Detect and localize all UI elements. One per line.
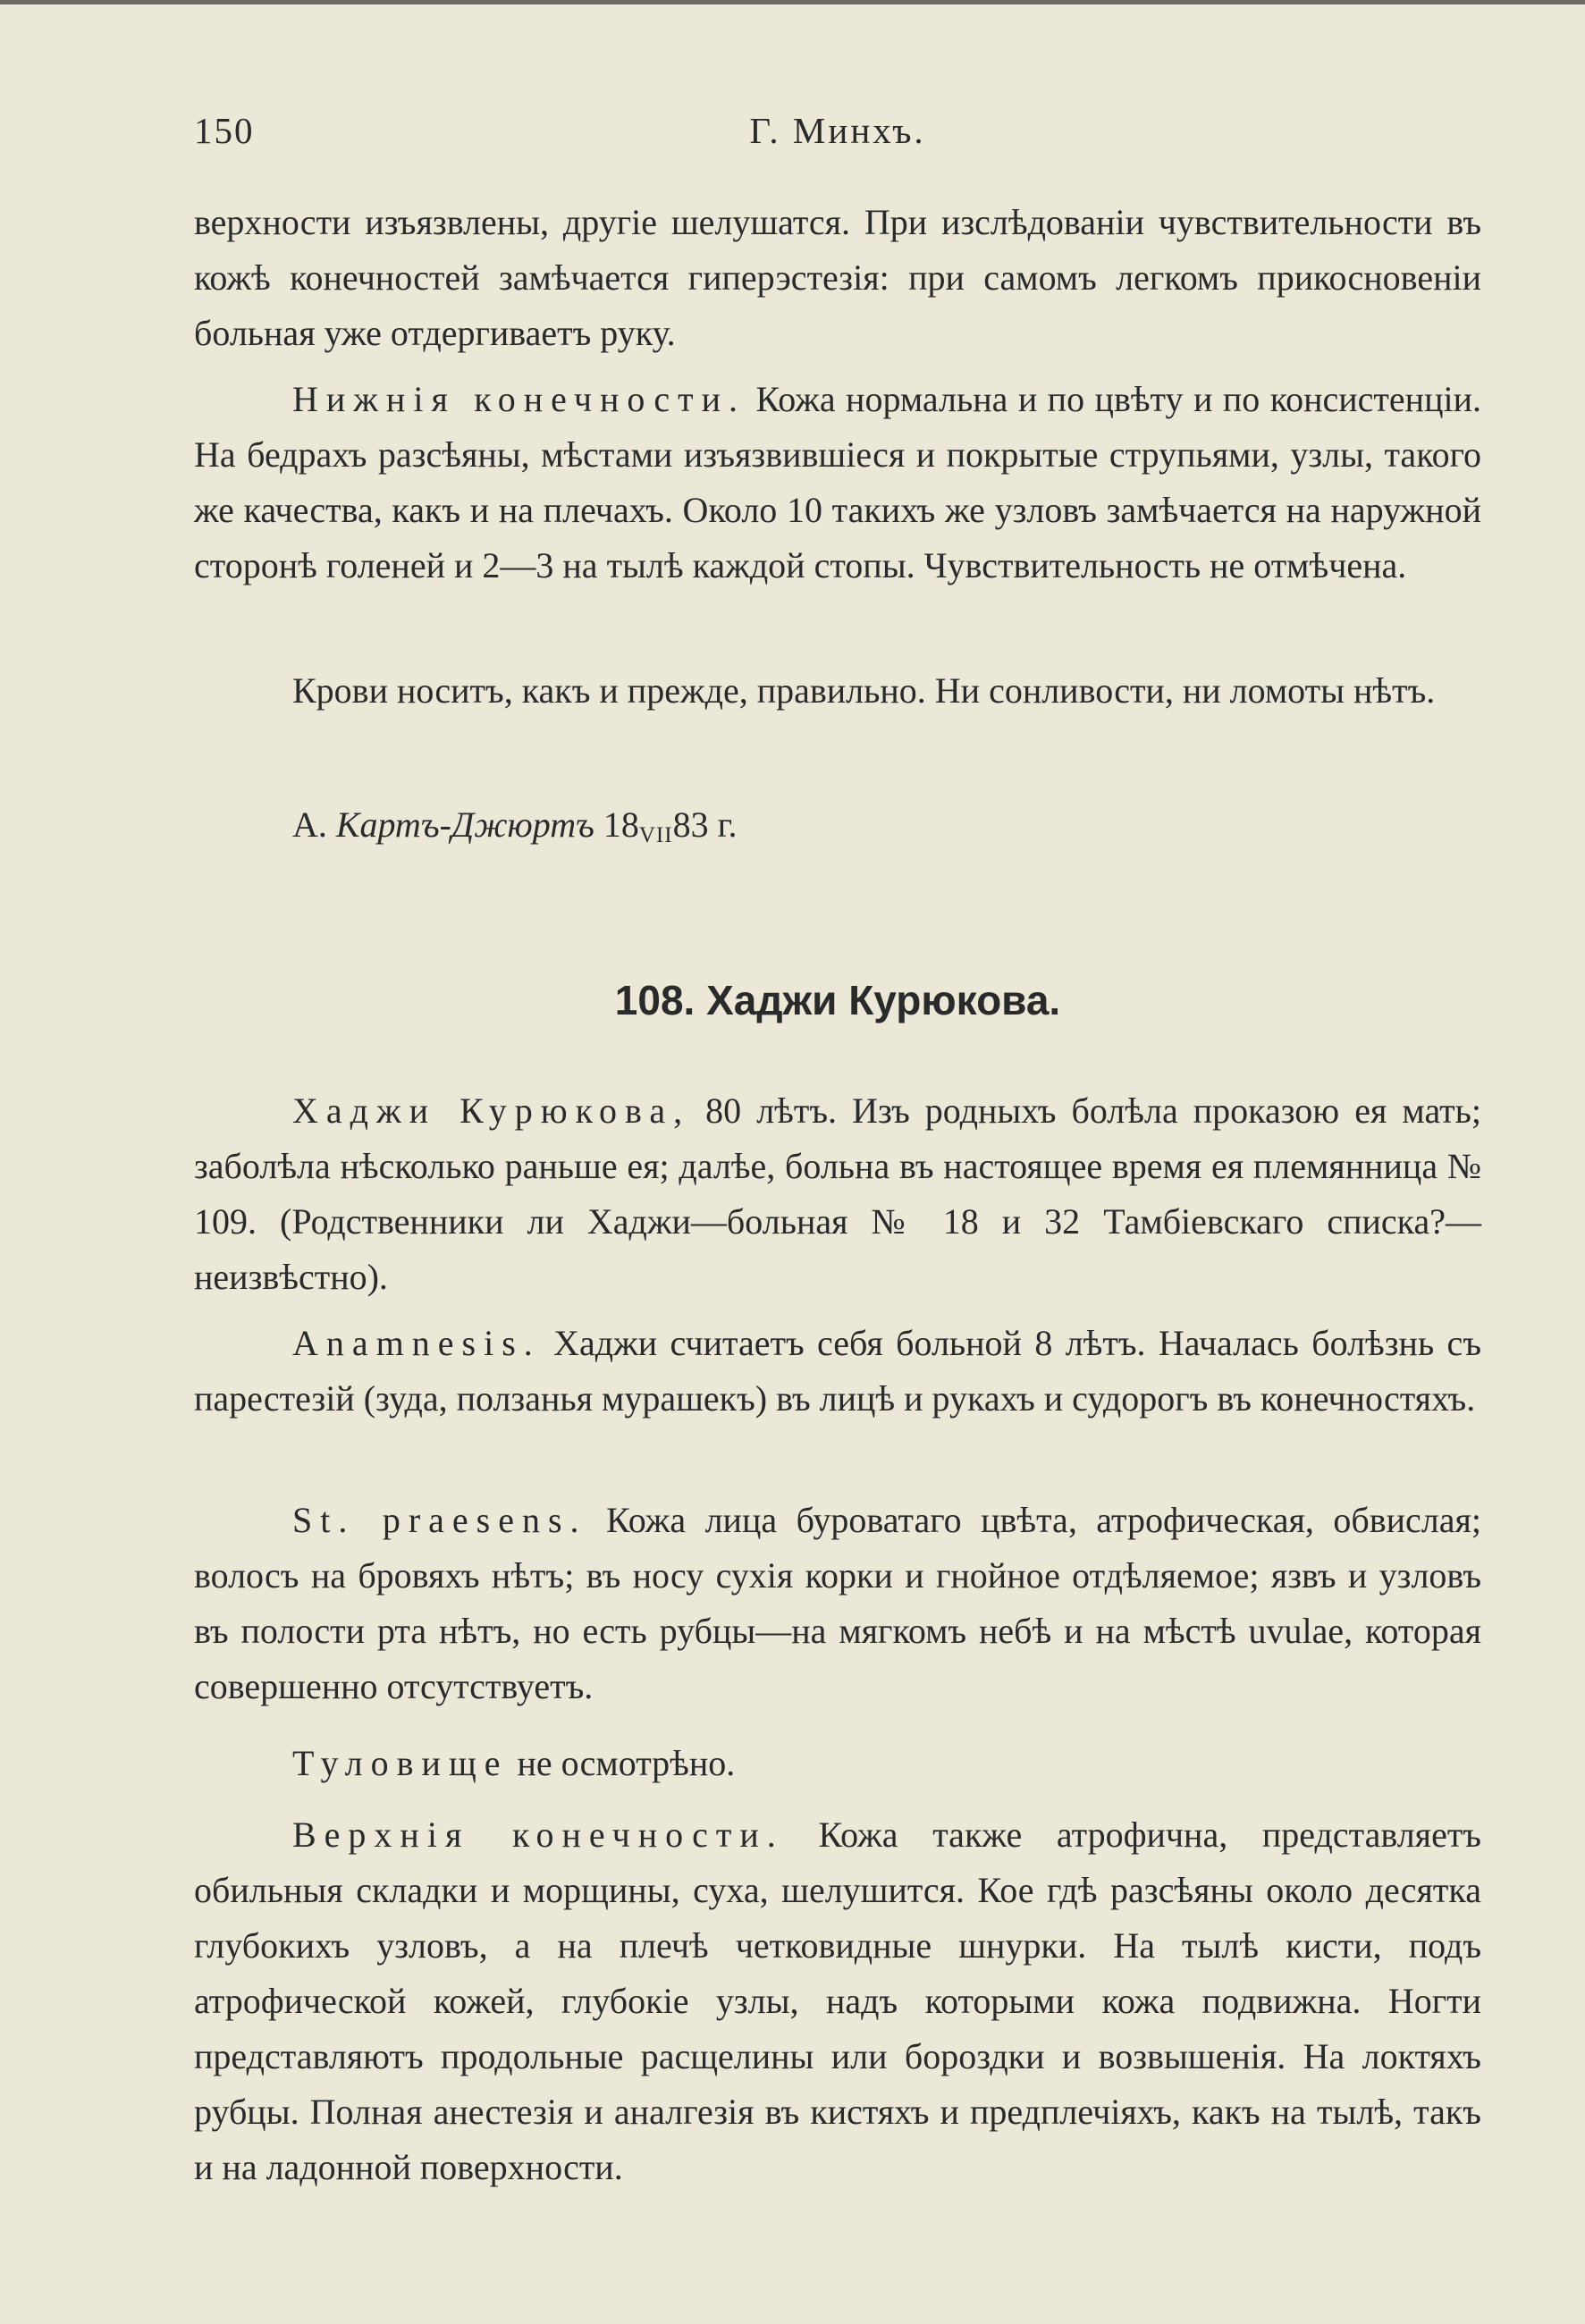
paragraph-status-praesens [194,1493,1481,1714]
paragraph-text: Кожа лица буроватаго цвѣта, атрофическая, обвислая; волосъ на бровяхъ нѣтъ; въ носу сухія корки и гнойное отдѣляемое; язвъ и узловъ въ полости рта нѣтъ, но есть рубцы—на мягкомъ небѣ и на мѣстѣ uvulae, которая совершенно отсутствуетъ. [194,1500,1481,1706]
paragraph-text: 80 лѣтъ. Изъ родныхъ болѣла проказою ея мать; заболѣла нѣсколько раньше ея; далѣе, больна въ настоящее время ея племянница № 109. (Родственники ли Хаджи—больная № 18 и 32 Тамбіевскаго списка?—неизвѣстно). [194,1090,1481,1297]
page-header [194,109,1481,163]
paragraph-lead: St. praesens. [292,1500,587,1540]
paragraph-lead: Верхнія конечности. [292,1815,784,1855]
paragraph-text: верхности изъязвлены, другіе шелушатся. При изслѣдованіи чувствительности въ кожѣ конечностей замѣчается гиперэстезія: при самомъ легкомъ прикосновеніи больная уже отдергиваетъ руку. [194,202,1481,353]
paragraph-text: Крови носитъ, какъ и прежде, правильно. Ни сонливости, ни ломоты нѣтъ. [292,670,1436,711]
place-name: Картъ-Джюртъ [335,804,594,845]
place-date-line [194,797,1481,863]
section-title: 108. Хаджи Курюкова. [614,977,1061,1023]
paragraph-lower-limbs [194,372,1481,594]
date-month: VII [638,823,673,847]
paragraph-lead: Туловище [292,1743,509,1783]
paragraph-anamnesis [194,1316,1481,1427]
place-prefix: А. [292,804,336,845]
paragraph-intro [194,1083,1481,1305]
top-border-line [0,0,1585,4]
paragraph-lead: Anamnesis. [292,1323,541,1363]
paragraph-torso [194,1736,1481,1791]
running-head: Г. Минхъ. [749,110,926,151]
paragraph-text: Кожа также атрофична, представляетъ обильныя складки и морщины, суха, шелушится. Кое гдѣ разсѣяны около десятка глубокихъ узловъ, а на плечѣ четковидные шнурки. На тылѣ кисти, подъ атрофической кожей, глубокіе узлы, надъ которыми кожа подвижна. Ногти представляютъ продольные расщелины или бороздки и возвышенія. На локтяхъ рубцы. Полная анестезія и аналгезія въ кистяхъ и предплечіяхъ, какъ на тылѣ, такъ и на ладонной поверхности. [194,1815,1481,2187]
paragraph-text: Кожа нормальна и по цвѣту и по консистенціи. На бедрахъ разсѣяны, мѣстами изъязвившіеся и покрытые струпьями, узлы, такого же качества, какъ и на плечахъ. Около 10 такихъ же узловъ замѣчается на наружной сторонѣ голеней и 2—3 на тылѣ каждой стопы. Чувствительность не отмѣчена. [194,379,1481,585]
paragraph-text: не осмотрѣно. [508,1743,736,1783]
paragraph-upper-limbs [194,1807,1481,2195]
page-number: 150 [194,110,255,151]
date-year: 83 г. [672,804,738,845]
paragraph-text: Хаджи считаетъ себя больной 8 лѣтъ. Началась болѣзнь съ парестезій (зуда, ползанья мурашекъ) въ лицѣ и рукахъ и судорогъ въ конечностяхъ. [194,1323,1481,1419]
paragraph-lead: Хаджи Курюкова, [292,1090,691,1131]
date-day: 18 [594,804,639,845]
paragraph-lead: Нижнія конечности. [292,379,746,419]
paragraph-menses [194,663,1481,719]
paragraph-continuation [194,195,1481,361]
